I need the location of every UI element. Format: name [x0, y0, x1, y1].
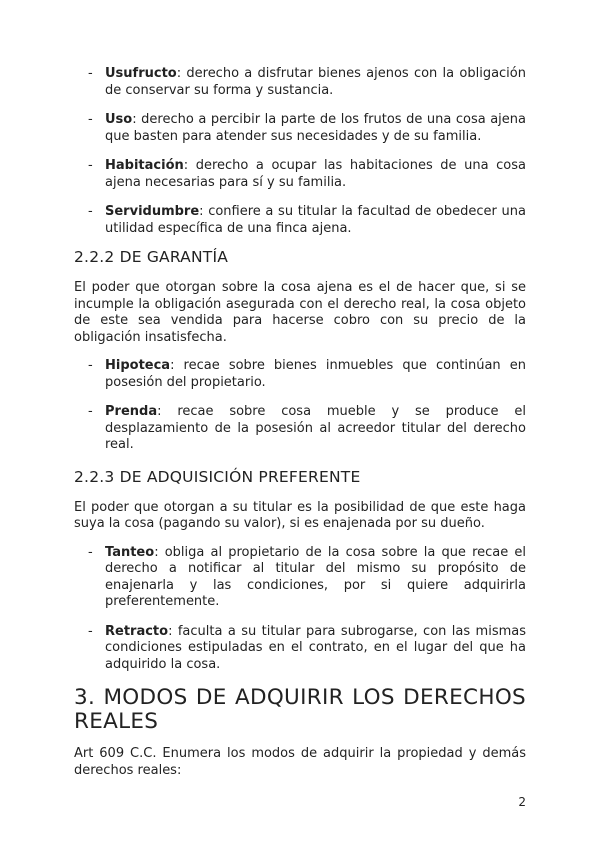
definition-text: : derecho a percibir la parte de los frutos de una cosa ajena que basten para atender sus necesidades y de su familia.	[105, 112, 526, 144]
list-item	[74, 358, 526, 391]
list-marker: -	[88, 358, 93, 373]
list-marker: -	[88, 66, 93, 81]
list-marker: -	[88, 204, 93, 219]
list-marker: -	[88, 112, 93, 127]
section-heading-guarantee: 2.2.2 DE GARANTÍA	[74, 248, 229, 266]
list-marker: -	[88, 404, 93, 419]
section-heading-preferential: 2.2.3 DE ADQUISICIÓN PREFERENTE	[74, 467, 361, 486]
term-hipoteca: Hipoteca	[105, 358, 171, 373]
definition-text: : confiere a su titular la facultad de obedecer una utilidad específica de una finca ajena.	[105, 204, 526, 236]
term-habitacion: Habitación	[105, 158, 184, 173]
paragraph-modes: Art 609 C.C. Enumera los modos de adquirir la propiedad y demás derechos reales:	[74, 746, 526, 778]
list-marker: -	[88, 623, 93, 639]
list-guarantee	[74, 358, 526, 454]
list-item	[74, 66, 526, 99]
paragraph-preferential: El poder que otorgan a su titular es la posibilidad de que este haga suya la cosa (pagando su valor), si es enajenada por su dueño.	[74, 499, 526, 531]
list-item	[74, 112, 526, 145]
list-rights-enjoyment	[74, 66, 526, 237]
definition-text: : obliga al propietario de la cosa sobre la que recae el derecho a notificar al titular del mismo su propósito de enajenarla y las condiciones, por si quiere adquirirla preferentemente.	[105, 544, 526, 609]
list-item	[74, 158, 526, 191]
list-item	[74, 204, 526, 237]
term-prenda: Prenda	[105, 404, 158, 419]
term-retracto: Retracto	[105, 623, 169, 639]
term-servidumbre: Servidumbre	[105, 204, 200, 219]
term-usufructo: Usufructo	[105, 66, 177, 81]
list-marker: -	[88, 544, 93, 560]
definition-text: : recae sobre cosa mueble y se produce el desplazamiento de la posesión al acreedor titular del derecho real.	[105, 404, 526, 452]
page-number: 2	[518, 795, 526, 809]
list-marker: -	[88, 158, 93, 173]
section-heading-modes: 3. MODOS DE ADQUIRIR LOS DERECHOS REALES	[74, 685, 526, 734]
list-item	[74, 545, 526, 611]
term-uso: Uso	[105, 112, 133, 127]
list-item	[74, 404, 526, 454]
paragraph-guarantee: El poder que otorgan sobre la cosa ajena es el de hacer que, si se incumple la obligación asegurada con el derecho real, la cosa objeto de este sea vendida para hacerse cobro con su precio de la obligación insatisfecha.	[74, 280, 526, 345]
definition-text: : recae sobre bienes inmuebles que continúan en posesión del propietario.	[105, 358, 526, 390]
term-tanteo: Tanteo	[105, 544, 155, 560]
definition-text: : derecho a disfrutar bienes ajenos con la obligación de conservar su forma y sustancia.	[105, 66, 526, 98]
list-item	[74, 624, 526, 674]
definition-text: : faculta a su titular para subrogarse, con las mismas condiciones estipuladas en el contrato, en el lugar del que ha adquirido la cosa.	[105, 623, 526, 672]
list-preferential	[74, 545, 526, 674]
definition-text: : derecho a ocupar las habitaciones de una cosa ajena necesarias para sí y su familia.	[105, 158, 526, 190]
